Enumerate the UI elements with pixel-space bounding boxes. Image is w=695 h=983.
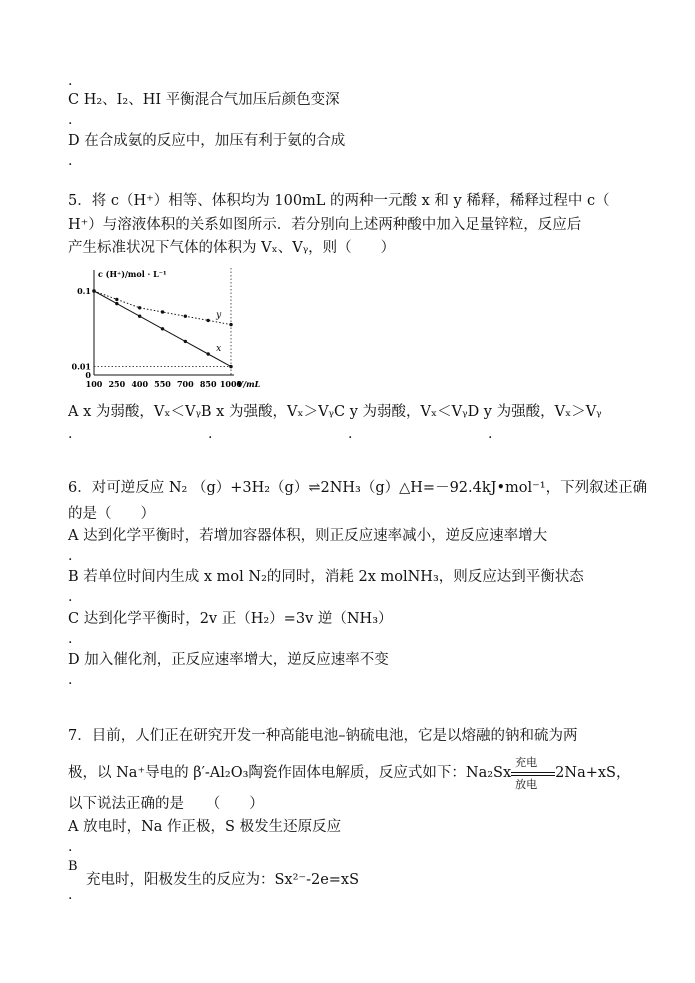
q5-options: A x 为弱酸，Vₓ＜VᵧB x 为强酸，Vₓ＞VᵧC y 为弱酸，Vₓ＜VᵧD y 为强酸，Vₓ＞Vᵧ	[68, 404, 602, 420]
data-point-y	[138, 306, 141, 309]
q6-option-b: B 若单位时间内生成 x mol N₂的同时，消耗 2x molNH₃，则反应达到平衡状态	[68, 569, 584, 585]
x-tick-label: 100	[85, 379, 103, 389]
separator-dot: .	[68, 73, 73, 89]
x-tick-label: 1000	[219, 379, 243, 389]
data-point-y	[92, 289, 95, 292]
separator-dot: .	[488, 426, 493, 442]
separator-dot: .	[68, 112, 73, 128]
q7-stem-line1: 7．目前，人们正在研究开发一种高能电池–钠硫电池，它是以熔融的钠和硫为两	[68, 728, 578, 744]
separator-dot: .	[68, 153, 73, 169]
y-tick-label: 0.1	[77, 286, 91, 296]
separator-dot: .	[68, 672, 73, 688]
data-point-x	[184, 340, 187, 343]
separator-dot: .	[348, 426, 353, 442]
data-point-y	[115, 298, 118, 301]
reversible-arrow	[511, 756, 555, 791]
q7-stem-line2	[68, 756, 631, 791]
data-point-y	[229, 323, 232, 326]
x-tick-label: 400	[131, 379, 149, 389]
x-tick-label: 250	[108, 379, 126, 389]
data-point-y	[184, 315, 187, 318]
separator-dot: .	[68, 589, 73, 605]
series-label-x: x	[216, 344, 222, 354]
separator-dot: .	[68, 548, 73, 564]
q6-option-c: C 达到化学平衡时，2v 正（H₂）=3v 逆（NH₃）	[68, 611, 393, 627]
separator-dot: .	[68, 887, 73, 903]
separator-dot: .	[208, 426, 213, 442]
x-tick-label: 850	[199, 379, 217, 389]
q6-option-a: A 达到化学平衡时，若增加容器体积，则正反应速率减小，逆反应速率增大	[68, 528, 548, 544]
q6-option-d: D 加入催化剂，正反应速率增大，逆反应速率不变	[68, 652, 389, 668]
series-line-y	[94, 291, 231, 325]
separator-dot: .	[68, 839, 73, 855]
separator-dot: .	[68, 426, 73, 442]
y-tick-label: 0.01	[72, 361, 91, 372]
q4-option-c: C H₂、I₂、HI 平衡混合气加压后颜色变深	[68, 92, 340, 108]
data-point-x	[229, 365, 232, 368]
series-label-y: y	[216, 310, 222, 321]
q7-option-b-letter: B	[68, 859, 78, 874]
q7-stem-line3: 以下说法正确的是 （ ）	[68, 796, 264, 812]
arrow-label-discharge: 放电	[515, 778, 538, 791]
q6-stem-line2: 的是（ ）	[68, 506, 155, 522]
data-point-x	[161, 327, 164, 330]
data-point-y	[206, 319, 209, 322]
q7-option-a: A 放电时，Na 作正极，S 极发生还原反应	[68, 819, 342, 835]
q5-stem-line2: H⁺）与溶液体积的关系如图所示．若分别向上述两种酸中加入足量锌粒，反应后	[68, 217, 582, 233]
arrow-label-charge: 充电	[515, 756, 538, 769]
y-axis-label: c (H⁺)/mol · L⁻¹	[98, 269, 167, 279]
q5-stem-line3: 产生标准状况下气体的体积为 Vₓ、Vᵧ，则（ ）	[68, 240, 396, 256]
data-point-x	[138, 315, 141, 318]
data-point-x	[206, 352, 209, 355]
data-point-y	[161, 310, 164, 313]
q7-stem-line2-end: 2Na+xS，	[555, 765, 631, 781]
y-tick-label: 0	[85, 370, 91, 380]
x-axis-label: V/mL	[237, 379, 261, 389]
q6-stem-line1: 6．对可逆反应 N₂ （g）+3H₂（g）⇌2NH₃（g）△H=－92.4kJ•mol⁻¹，下列叙述正确	[68, 480, 648, 496]
x-tick-label: 700	[176, 379, 194, 389]
separator-dot: .	[68, 631, 73, 647]
x-tick-label: 550	[154, 379, 171, 389]
q7-stem-line2-text: 极，以 Na⁺导电的 β′-Al₂O₃陶瓷作固体电解质，反应式如下：Na₂Sx	[68, 765, 512, 781]
q7-option-b: 充电时，阳极发生的反应为：Sx²⁻-2e=xS	[86, 872, 360, 888]
data-point-x	[115, 302, 118, 305]
q5-stem-line1: 5．将 c（H⁺）相等、体积均为 100mL 的两种一元酸 x 和 y 稀释，稀释过程中 c（	[68, 193, 610, 209]
dilution-chart	[72, 266, 282, 396]
q4-option-d: D 在合成氨的反应中，加压有利于氨的合成	[68, 133, 346, 149]
